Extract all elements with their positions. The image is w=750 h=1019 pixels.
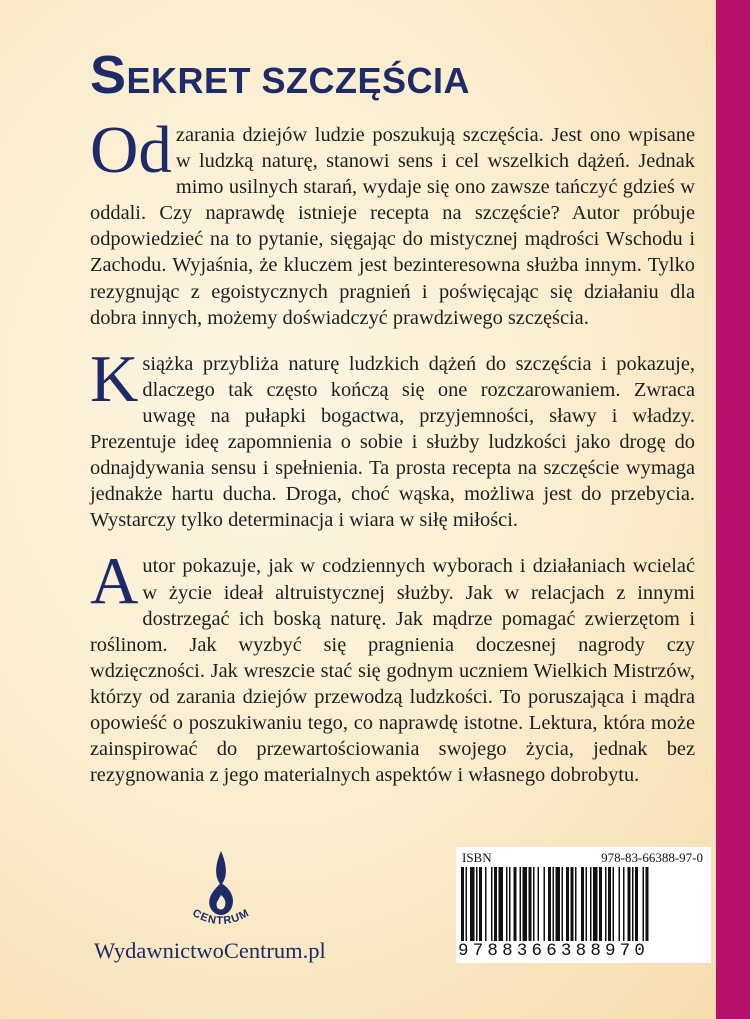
isbn-label: ISBN: [462, 850, 492, 865]
barcode-bar: [623, 867, 625, 941]
barcode-bar: [566, 867, 569, 941]
barcode-bar: [514, 867, 517, 941]
barcode-bar: [635, 867, 638, 941]
description-paragraph: Książka przybliża naturę ludzkich dążeń do szczęścia i pokazuje, dlaczego tak często kończą się one rozczarowaniem. Zwraca uwagę na pułapki bogactwa, przyjemności, sławy i władzy. Prezentuje ideę zapomnienia o sobie i służby ludzkości jako drogę do odnajdywania sensu i spełnienia. Ta prosta recepta na szczęście wymaga jednakże hartu ducha. Droga, choć wąska, możliwa jest do przebycia. Wystarczy tylko determinacja i wiara w siłę miłości.: [90, 341, 695, 532]
barcode-bar: [509, 867, 511, 941]
barcode-bar: [581, 867, 584, 941]
barcode-bar: [520, 867, 522, 941]
barcode-bar: [646, 867, 649, 941]
barcode-bar: [619, 867, 621, 941]
barcode-bar: [613, 867, 615, 941]
drop-cap: Od: [90, 113, 172, 187]
logo-text: CENTRUM: [190, 907, 252, 928]
drop-cap: K: [90, 341, 139, 416]
barcode-bar: [586, 867, 588, 941]
barcode-bar: [643, 867, 645, 941]
barcode-bar: [499, 867, 504, 941]
barcode-bar: [605, 867, 607, 941]
barcode-bar: [590, 867, 592, 941]
barcode-bar: [494, 867, 497, 941]
barcode-bar: [476, 867, 478, 941]
barcode-bar: [628, 867, 631, 941]
barcode-bar: [461, 867, 464, 941]
barcode-bar: [506, 867, 508, 941]
barcode-bar: [470, 867, 475, 941]
spine-color-bar: [716, 0, 750, 1019]
barcode-bar: [608, 867, 611, 941]
barcode-digits: 9788366388970: [458, 941, 650, 961]
barcode-bars: [460, 867, 707, 941]
barcode-bar: [538, 867, 540, 941]
barcode-bar: [523, 867, 528, 941]
description-paragraph: Od zarania dziejów ludzie poszukują szczęścia. Jest ono wpisane w ludzką naturę, stanowi sens i cel wszelkich dążeń. Jednak mimo usilnych starań, wydaje się ono zawsze tańczyć gdzieś w oddali. Czy naprawdę istnieje recepta na szczęście? Autor próbuje odpowiedzieć na to pytanie, sięgając do mistycznej mądrości Wschodu i Zachodu. Wyjaśnia, że kluczem jest bezinteresowna służba innym. Tylko rezygnując z egoistycznych pragnień i poświęcając się działaniu dla dobra innych, możemy doświadczyć prawdziwego szczęścia.: [90, 113, 695, 329]
barcode-bar: [466, 867, 468, 941]
barcode-bar: [548, 867, 551, 941]
barcode-bar: [479, 867, 482, 941]
barcode-bar: [491, 867, 493, 941]
barcode-bar: [599, 867, 602, 941]
barcode-bar: [556, 867, 561, 941]
isbn-barcode: [456, 847, 711, 963]
barcode-bar: [485, 867, 487, 941]
description-paragraph: Autor pokazuje, jak w codziennych wyborach i działaniach wcielać w życie ideał altruistycznej służby. Jak w relacjach z innymi dostrzegać ich boską naturę. Jak mądrze pomagać zwierzętom i roślinom. Jak wyzbyć się pragnienia doczesnej nagrody czy wdzięczności. Jak wreszcie stać się godnym uczniem Wielkich Mistrzów, którzy od zarania dziejów przewodzą ludzkości. To poruszająca i mądra opowieść o poszukiwaniu tego, co naprawdę istotne. Lektura, która może zainspirować do przewartościowania swojego życia, jednak bez rezygnowania z jego materialnych aspektów i własnego dobrobytu.: [90, 544, 695, 787]
publisher-url: WydawnictwoCentrum.pl: [94, 938, 326, 963]
barcode-bar: [571, 867, 574, 941]
barcode-bar: [533, 867, 535, 941]
centrum-logo-icon: [176, 845, 266, 935]
drop-cap: A: [90, 544, 139, 619]
barcode-bar: [562, 867, 564, 941]
isbn-number: 978-83-66388-97-0: [601, 850, 703, 865]
barcode-bar: [553, 867, 555, 941]
barcode-bar: [544, 867, 546, 941]
barcode-bar: [632, 867, 634, 941]
book-title: SEKRET SZCZĘŚCIA: [90, 45, 471, 105]
barcode-bar: [575, 867, 577, 941]
description-body: [90, 113, 695, 808]
barcode-bar: [529, 867, 532, 941]
barcode-bar: [593, 867, 598, 941]
